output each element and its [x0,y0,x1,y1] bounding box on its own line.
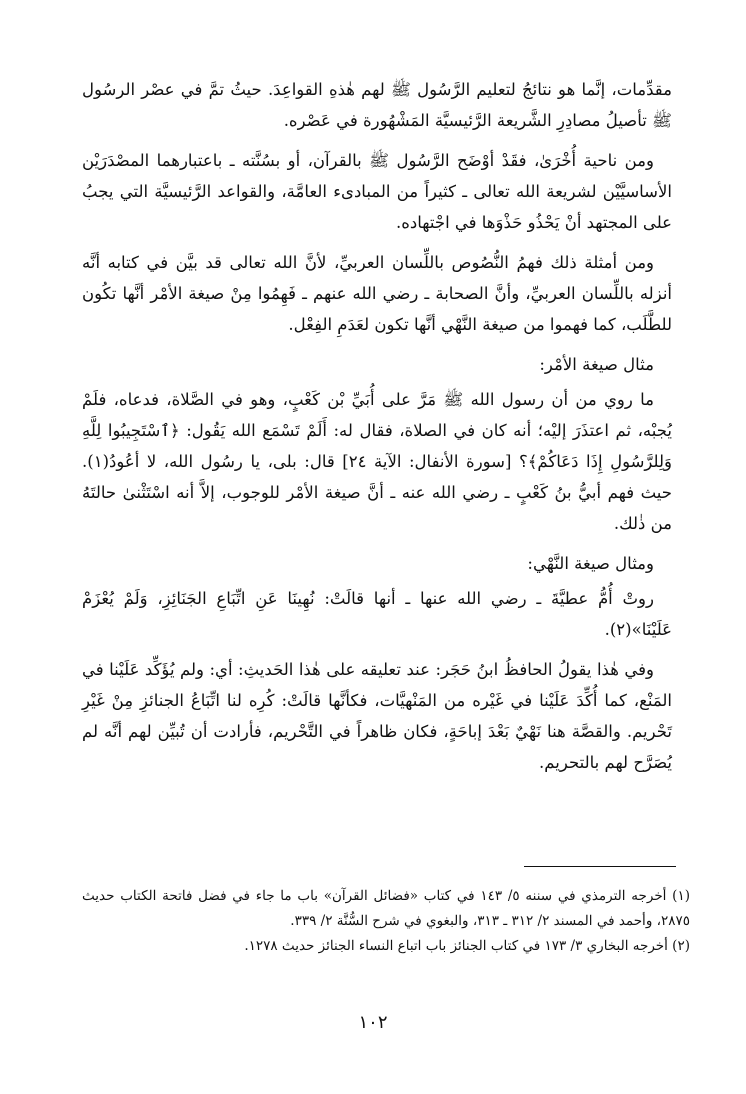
paragraph-prohibition-example: روتْ أُمُّ عطيَّةَ ـ رضي الله عنها ـ أنها قالَتْ: نُهِينَا عَنِ اتِّبَاعِ الجَنَائِزِ، وَلَمْ يُعْزَمْ عَلَيْنَا»(٢). [82,589,672,639]
heading-command-form: مثال صيغة الأمْر: [539,355,654,374]
main-text [82,74,672,787]
footnotes [82,884,690,959]
footnote-1: (١) أخرجه الترمذي في سننه ٥/ ١٤٣ في كتاب «فضائل القرآن» باب ما جاء في فضل فاتحة الكتاب حديث ٢٨٧٥، وأحمد في المسند ٢/ ٣١٢ ـ ٣١٣، والبغوي في شرح السُّنَّة ٢/ ٣٣٩. [82,888,690,929]
footnote-2: (٢) أخرجه البخاري ٣/ ١٧٣ في كتاب الجنائز باب اتباع النساء الجنائز حديث ١٢٧٨. [244,938,690,954]
heading-prohibition-form: ومثال صيغة النَّهْي: [527,554,654,573]
page-number: ١٠٢ [358,1012,388,1033]
paragraph-ibn-hajar: وفي هٰذا يقولُ الحافظُ ابنُ حَجَر: عند تعليقه على هٰذا الحَديثِ: أي: ولم يُؤَكِّد عَلَيْنا في المَنْع، كما أُكِّدَ عَلَيْنا في غَيْره من المَنْهيَّات، فكأنَّها قالَتْ: كُرِه لنا اتِّبَاعُ الجنائزِ مِنْ غَيْرِ تَحْريم. والقصَّة هنا نَهْيٌ بَعْدَ إباحَةٍ، فكان ظاهراً في التَّحْريم، فأرادت أن تُبيِّن لهم أنَّه لم يُصَرَّح لهم بالتحريم. [82,660,672,772]
paragraph-examples: ومن أمثلة ذلك فهمُ النُّصُوص باللِّسان العربيِّ، لأنَّ الله تعالى قد بيَّن في كتابه أنَّه أنزله باللِّسان العربيِّ، وأنَّ الصحابة ـ رضي الله عنهم ـ فَهِمُوا مِنْ صيغة الأمْر أنَّها تكُون للطَّلَب، كما فهموا من صيغة النَّهْي أنَّها تكون لعَدَمِ الفِعْل. [82,253,672,334]
footnote-divider [524,866,676,867]
paragraph-command-example: ما روي من أن رسول الله ﷺ مَرَّ على أُبَيِّ بْن كَعْبٍ، وهو في الصَّلاة، فدعاه، فلَمْ يُجبْه، ثم اعتذَرَ إليْه؛ أنه كان في الصلاة، فقال له: أَلَمْ تَسْمَع الله يَقُول: ﴿ٱسْتَجِيبُوا لِلَّهِ وَلِلرَّسُولِ إِذَا دَعَاكُمْ﴾؟ [سورة الأنفال: الآية ٢٤] قال: بلى، يا رسُول الله، لا أعُودُ(١). حيث فهم أبيُّ بنُ كَعْبٍ ـ رضي الله عنه ـ أنَّ صيغة الأمْر للوجوب، إلاَّ أنه اسْتَثْنىٰ حالتَهُ من ذٰلك. [82,390,672,533]
paragraph-intro: مقدِّمات، إنَّما هو نتائجُ لتعليم الرَّسُول ﷺ لهم هٰذهِ القواعِدَ. حيثُ تمَّ في عصْر الرسُول ﷺ تأصيلُ مصادِرِ الشَّريعة الرَّئيسيَّة المَشْهُورة في عَصْره. [82,80,672,130]
paragraph-other-side: ومن ناحية أُخْرَىٰ، فقَدْ أوْضَح الرَّسُول ﷺ بالقرآن، أو بسُنَّته ـ باعتبارهما المصْدَرَيْن الأساسيَّيْن لشريعة الله تعالى ـ كثيراً من المبادىء العامَّة، والقواعد الرَّئيسيَّة التي يجبُ على المجتهد أنْ يَحْذُو حَذْوَها في اجْتهاده. [82,151,672,232]
